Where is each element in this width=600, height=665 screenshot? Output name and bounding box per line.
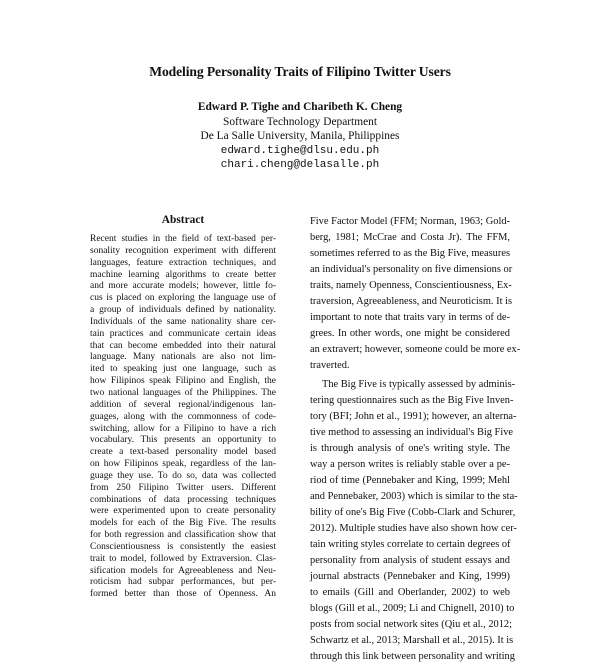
body-line: through this link between personality and writing: [310, 651, 515, 662]
abstract-line: from 250 Filipino Twitter users. Different: [90, 482, 276, 493]
abstract-line: addition of several regional/indigenous lan-: [90, 399, 276, 410]
body-line: 2012). Multiple studies have also shown how cer-: [310, 523, 517, 534]
body-line: tain writing styles correlate to certain degrees of: [310, 539, 511, 550]
abstract-line: for both regression and classification show that: [90, 530, 276, 541]
abstract-line: a group of individuals defined by nationality.: [90, 305, 276, 316]
body-line: traversion, Agreeableness, and Neuroticism. It is: [310, 296, 512, 307]
abstract-line: formed better than those of Openness. An: [90, 589, 276, 600]
body-line: sometimes referred to as the Big Five, measures: [310, 248, 510, 259]
department: Software Technology Department: [223, 115, 377, 128]
abstract-column: [90, 214, 276, 601]
abstract-line: were experimented upon to create personality: [90, 506, 276, 517]
abstract-line: trait to model, followed by Extraversion. Clas-: [90, 553, 276, 564]
abstract-line: sonality recognition experiment with different: [90, 245, 276, 256]
abstract-line: machine learning algorithms to create better: [90, 269, 276, 280]
email-1[interactable]: edward.tighe@dlsu.edu.ph: [220, 144, 380, 157]
abstract-line: roticism had subpar performances, but per-: [90, 577, 276, 588]
body-line: is through analysis of one's writing style. The: [310, 443, 510, 454]
body-line: traverted.: [310, 360, 350, 371]
body-line: important to note that traits vary in terms of de-: [310, 312, 510, 323]
abstract-line: that can become embedded into their natural: [90, 340, 276, 351]
body-line: berg, 1981; McCrae and Costa Jr). The FFM,: [310, 232, 510, 243]
abstract-body: [90, 234, 276, 601]
abstract-line: cus is placed on exploring the language use of: [90, 293, 276, 304]
body-line: personality from analysis of student essays and: [310, 555, 510, 566]
abstract-line: vocabulary. This presents an opportunity to: [90, 435, 276, 446]
abstract-line: ited to speaking just one language, such as: [90, 364, 276, 375]
abstract-line: and more accurate models; however, little fo-: [90, 281, 276, 292]
abstract-line: guages, along with the commonness of code-: [90, 411, 276, 422]
body-line: Five Factor Model (FFM; Norman, 1963; Gold-: [310, 216, 510, 227]
abstract-line: Conscientiousness is consistently the easiest: [90, 541, 276, 552]
paper-title: Modeling Personality Traits of Filipino Twitter Users: [149, 64, 451, 79]
abstract-line: languages, feature extraction techniques, and: [90, 257, 276, 268]
body-line: The Big Five is typically assessed by adminis-: [322, 379, 516, 390]
body-line: tering questionnaires such as the Big Five Inven-: [310, 395, 514, 406]
body-line: tive method to assessing an individual's Big Five: [310, 427, 514, 438]
body-line: bility of one's Big Five (Cobb-Clark and Schurer,: [310, 507, 516, 518]
abstract-line: how Filipinos speak Filipino and English, the: [90, 376, 276, 387]
abstract-line: models for each of the Big Five. The results: [90, 518, 276, 529]
body-line: an extravert; however, someone could be more ex-: [310, 344, 521, 355]
body-line: way a person writes is reliably stable over a pe-: [310, 459, 510, 470]
body-line: riod of time (Pennebaker and King, 1999; Mehl: [310, 475, 510, 486]
body-line: tory (BFI; John et al., 1991); however, an alterna-: [310, 411, 517, 422]
abstract-line: language. Many nationals are also not lim-: [90, 352, 276, 363]
body-line: journal abstracts (Pennebaker and King, 1999): [310, 571, 510, 582]
abstract-line: Individuals of the same nationality share cer-: [90, 316, 276, 327]
abstract-line: create a text-based personality model based: [90, 447, 276, 458]
email-2[interactable]: chari.cheng@delasalle.ph: [220, 159, 380, 172]
abstract-line: switching, allow for a Filipino to have a rich: [90, 423, 276, 434]
abstract-line: guage they use. To do so, data was collected: [90, 470, 276, 481]
abstract-line: sification models for Agreeableness and Neu-: [90, 565, 276, 576]
abstract-line: tain practices and communicate certain ideas: [90, 328, 276, 339]
body-line: blogs (Gill et al., 2009; Li and Chignell, 2010) to: [310, 603, 515, 614]
body-line: grees. In other words, one might be considered: [310, 328, 510, 339]
abstract-line: on how Filipinos speak, regardless of the lan-: [90, 459, 276, 470]
abstract-line: Recent studies in the field of text-based per-: [90, 234, 276, 244]
body-line: an individual's personality on five dimensions or: [310, 264, 513, 275]
body-line: and Pennebaker, 2003) which is similar to the sta-: [310, 491, 518, 502]
abstract-line: two national languages of the Philippines. The: [90, 387, 276, 398]
body-line: to emails (Gill and Oberlander, 2002) to web: [310, 587, 510, 598]
body-line: traits, namely Openness, Conscientiousness, Ex-: [310, 280, 512, 291]
author-block: [0, 100, 600, 173]
abstract-line: combinations of data processing techniques: [90, 494, 276, 505]
body-column-right: [310, 214, 521, 665]
abstract-heading: Abstract: [161, 214, 205, 226]
affiliation: De La Salle University, Manila, Philippines: [200, 130, 400, 143]
body-line: posts from social network sites (Qiu et al., 2012;: [310, 619, 513, 630]
author-names: Edward P. Tighe and Charibeth K. Cheng: [197, 101, 403, 113]
body-line: Schwartz et al., 2013; Marshall et al., 2015). It is: [310, 635, 514, 646]
